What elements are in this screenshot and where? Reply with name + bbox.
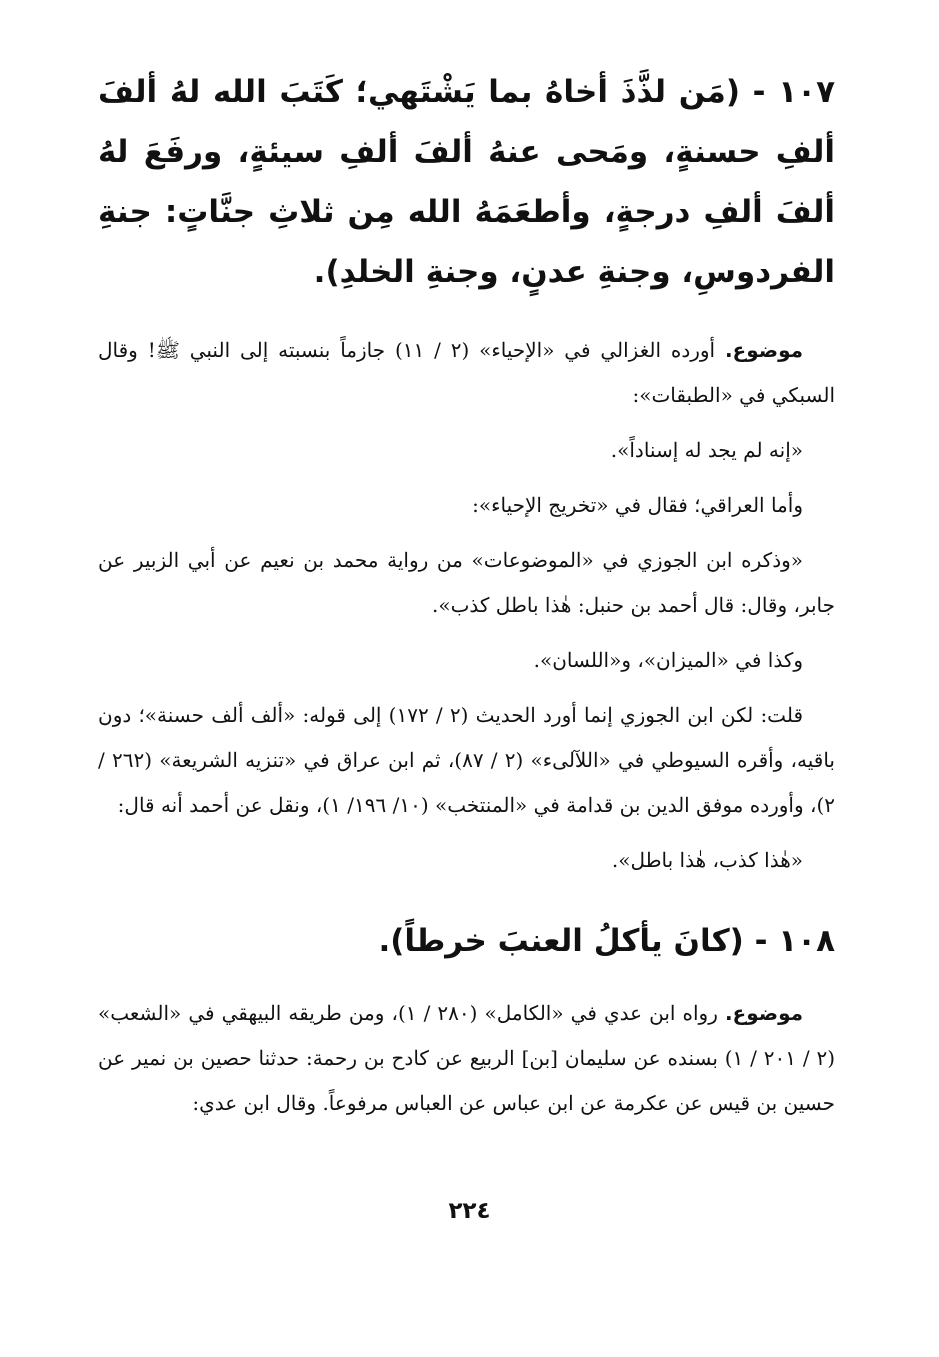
page-number: ٢٢٤ <box>448 1198 491 1224</box>
hadith-107-quote-subki: «إنه لم يجد له إسناداً». <box>610 438 803 462</box>
hadith-107-grade: موضوع. <box>724 338 803 362</box>
hadith-107-heading: ١٠٧ - (مَن لذَّذَ أخاهُ بما يَشْتَهي؛ كَتَبَ الله لهُ ألفَ ألفِ حسنةٍ، ومَحى عنهُ ألفَ ألفِ سيئةٍ، ورفَعَ لهُ ألفَ ألفِ درجةٍ، وأطعَمَهُ الله مِن ثلاثِ جنَّاتٍ: جنةِ الفردوسِ، وجنةِ عدنٍ، وجنةِ الخلدِ). <box>98 74 835 290</box>
hadith-107-mizan-note: وكذا في «الميزان»، و«اللسان». <box>533 648 803 672</box>
hadith-108-text-1: رواه ابن عدي في «الكامل» (٢٨٠ / ١)، ومن طريقه البيهقي في «الشعب» (٢ / ٢٠١ / ١) بسنده عن سليمان [بن] الربيع عن كادح بن رحمة: حدثنا حصين بن نمير عن حسين بن قيس عن عكرمة عن ابن عباس عن العباس مرفوعاً. وقال ابن عدي: <box>98 1001 835 1115</box>
hadith-107-text-1: أورده الغزالي في «الإحياء» (٢ / ١١) جازماً بنسبته إلى النبي ﷺ! وقال السبكي في «الطبقات»: <box>98 338 835 407</box>
hadith-108-grade: موضوع. <box>724 1001 803 1025</box>
hadith-108-grading-paragraph <box>98 991 835 1126</box>
hadith-107-quote-ahmad: «هٰذا كذب، هٰذا باطل». <box>611 848 803 872</box>
page-content <box>98 62 835 1126</box>
hadith-108-heading: ١٠٨ - (كانَ يأكلُ العنبَ خرطاً). <box>378 923 835 959</box>
hadith-107-author-comment: قلت: لكن ابن الجوزي إنما أورد الحديث (٢ / ١٧٢) إلى قوله: «ألف ألف حسنة»؛ دون باقيه، وأقره السيوطي في «اللآلىء» (٢ / ٨٧)، ثم ابن عراق في «تنزيه الشريعة» (٢٦٢ / ٢)، وأورده موفق الدين بن قدامة في «المنتخب» (١٠/ ١٩٦/ ١)، ونقل عن أحمد أنه قال: <box>98 703 835 817</box>
hadith-107-iraqi-intro: وأما العراقي؛ فقال في «تخريج الإحياء»: <box>472 493 803 517</box>
hadith-107-grading-paragraph <box>98 328 835 418</box>
hadith-107-quote-iraqi: «وذكره ابن الجوزي في «الموضوعات» من رواية محمد بن نعيم عن أبي الزبير عن جابر، وقال: قال أحمد بن حنبل: هٰذا باطل كذب». <box>98 548 835 617</box>
